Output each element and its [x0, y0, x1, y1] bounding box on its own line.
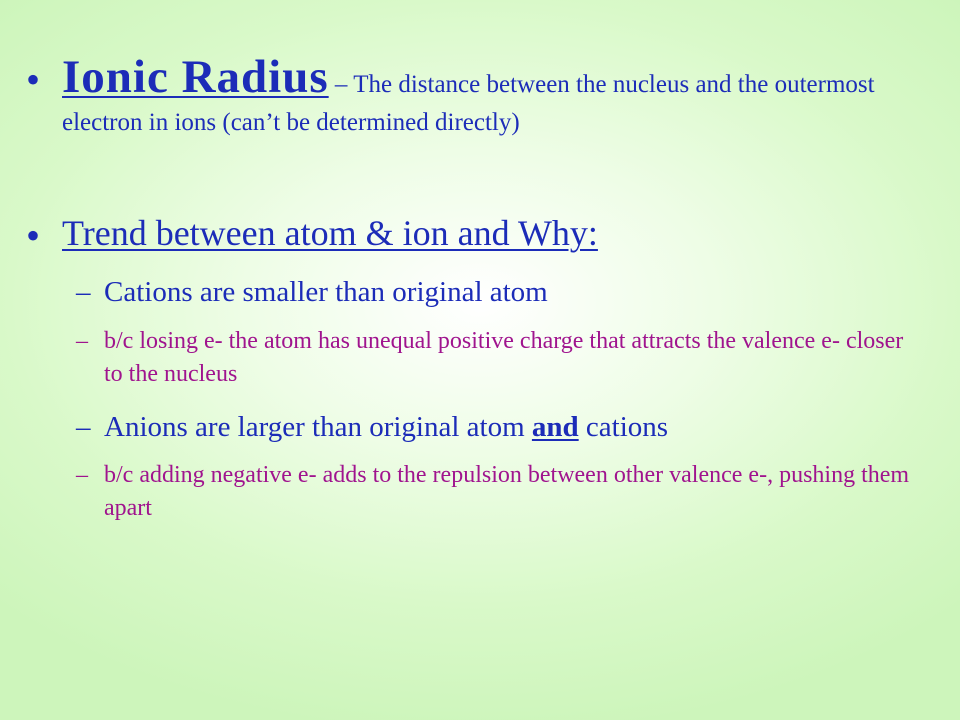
bullet-marker: • — [26, 57, 41, 102]
anion-size-text — [104, 410, 914, 444]
ionic-radius-definition: – The distance between the nucleus and the outermost electron in ions (can’t be determined directly) — [62, 71, 875, 136]
dash-marker: – — [76, 411, 91, 443]
trend-heading: Trend between atom & ion and Why: — [62, 213, 598, 253]
anion-size-emphasis: and — [531, 411, 579, 443]
anion-size-text-after: cations — [578, 411, 669, 443]
anion-size-text-before: Anions are larger than original atom — [104, 411, 532, 443]
ionic-radius-body — [62, 50, 922, 142]
dash-marker: – — [76, 276, 91, 308]
dash-marker: – — [76, 462, 88, 488]
dash-marker: – — [76, 328, 88, 354]
anion-reason-text: b/c adding negative e- adds to the repulsion between other valence e-, pushing them apart — [104, 462, 910, 521]
trend-heading-wrap — [62, 212, 922, 254]
ionic-radius-term: Ionic Radius — [62, 51, 329, 103]
bullet-marker: • — [26, 213, 41, 258]
cation-reason-text: b/c losing e- the atom has unequal positive charge that attracts the valence e- closer to the nucleus — [104, 328, 904, 387]
cation-size-text: Cations are smaller than original atom — [104, 276, 548, 308]
